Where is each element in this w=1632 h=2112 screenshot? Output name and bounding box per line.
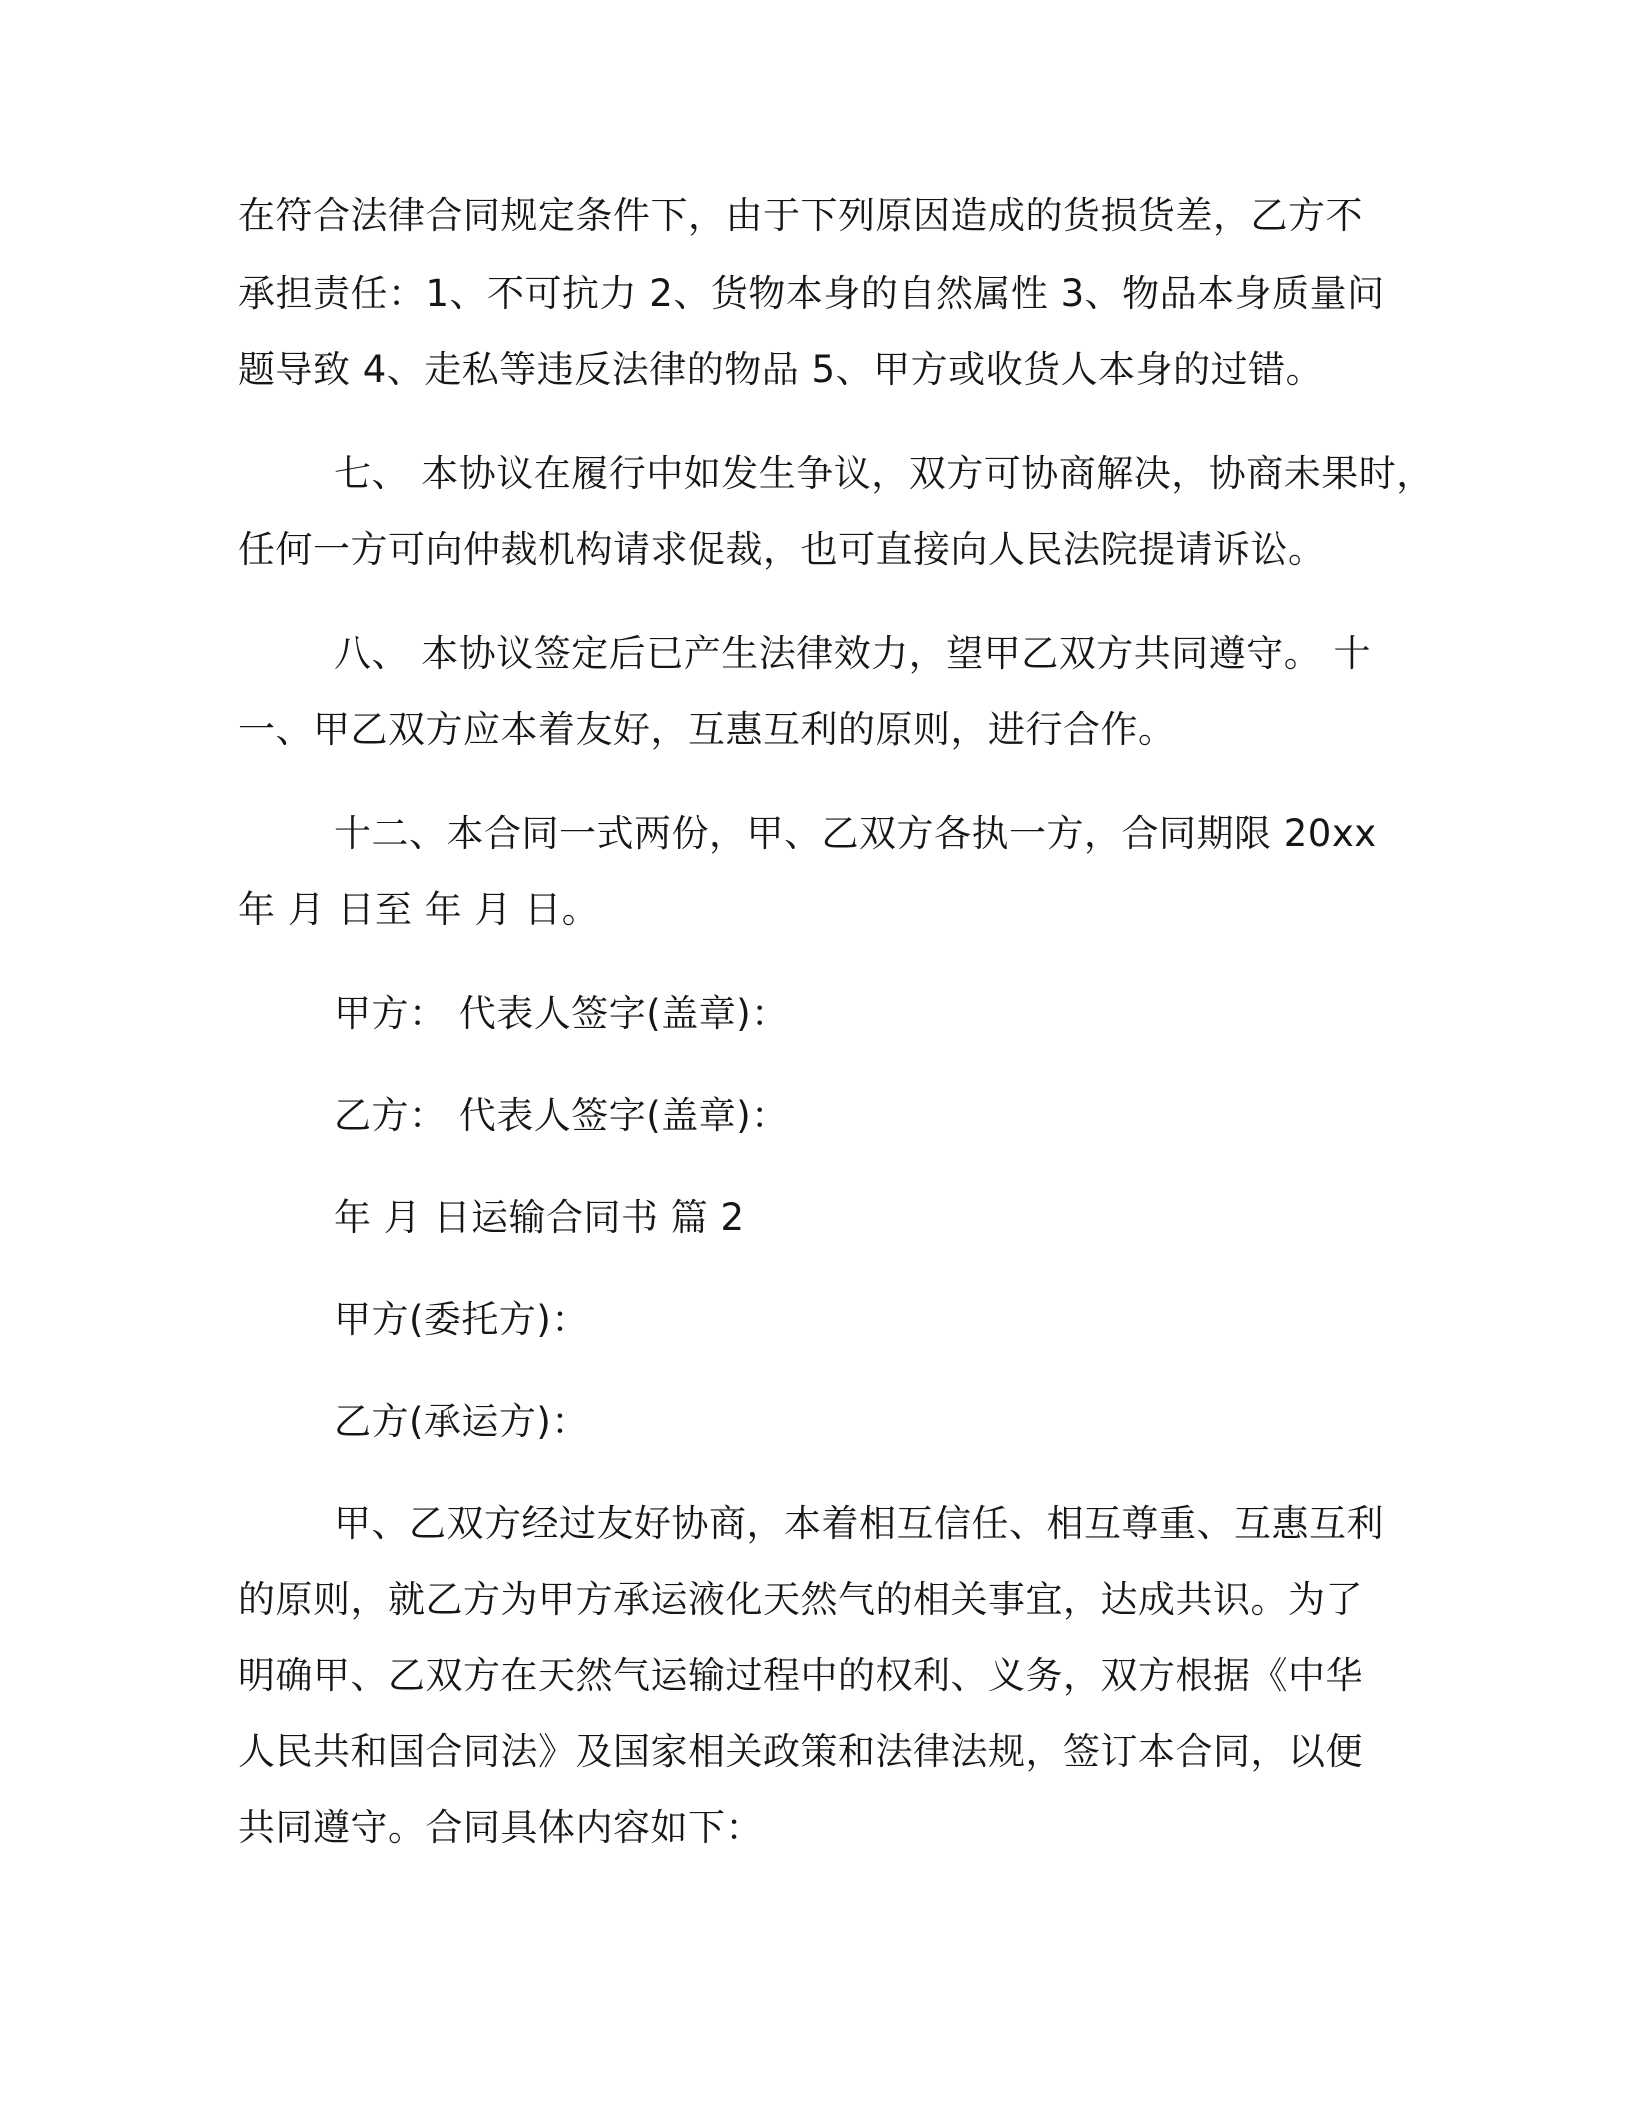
- preamble-line-2: 的原则，就乙方为甲方承运液化天然气的相关事宜，达成共识。为了: [238, 1578, 1363, 1621]
- preamble-line-3: 明确甲、乙双方在天然气运输过程中的权利、义务，双方根据《中华: [238, 1654, 1363, 1697]
- paragraph-liability-line-3: 题导致 4、走私等违反法律的物品 5、甲方或收货人本身的过错。: [238, 348, 1324, 391]
- party-a-signature-line: 甲方： 代表人签字(盖章)：: [334, 992, 789, 1035]
- preamble-line-4: 人民共和国合同法》及国家相关政策和法律法规，签订本合同，以便: [238, 1730, 1363, 1773]
- preamble-line-1: 甲、乙双方经过友好协商，本着相互信任、相互尊重、互惠互利: [334, 1502, 1384, 1545]
- clause-12-line-2: 年 月 日至 年 月 日。: [238, 888, 600, 931]
- paragraph-liability-line-1: 在符合法律合同规定条件下，由于下列原因造成的货损货差，乙方不: [238, 194, 1363, 237]
- clause-7-line-2: 任何一方可向仲裁机构请求促裁，也可直接向人民法院提请诉讼。: [238, 528, 1326, 571]
- clause-8-line-1: 八、 本协议签定后已产生法律效力，望甲乙双方共同遵守。 十: [334, 632, 1372, 675]
- paragraph-liability-line-2: 承担责任：1、不可抗力 2、货物本身的自然属性 3、物品本身质量问: [238, 272, 1385, 315]
- section-title-line: 年 月 日运输合同书 篇 2: [334, 1196, 745, 1239]
- clause-8-line-2: 一、甲乙双方应本着友好，互惠互利的原则，进行合作。: [238, 708, 1176, 751]
- party-b-signature-line: 乙方： 代表人签字(盖章)：: [334, 1094, 789, 1137]
- preamble-line-5: 共同遵守。合同具体内容如下：: [238, 1806, 763, 1849]
- party-b-carrier-line: 乙方(承运方)：: [334, 1400, 589, 1443]
- clause-7-line-1: 七、 本协议在履行中如发生争议，双方可协商解决，协商未果时，: [334, 452, 1434, 495]
- clause-12-line-1: 十二、本合同一式两份，甲、乙双方各执一方，合同期限 20xx: [334, 812, 1377, 855]
- party-a-consignor-line: 甲方(委托方)：: [334, 1298, 589, 1341]
